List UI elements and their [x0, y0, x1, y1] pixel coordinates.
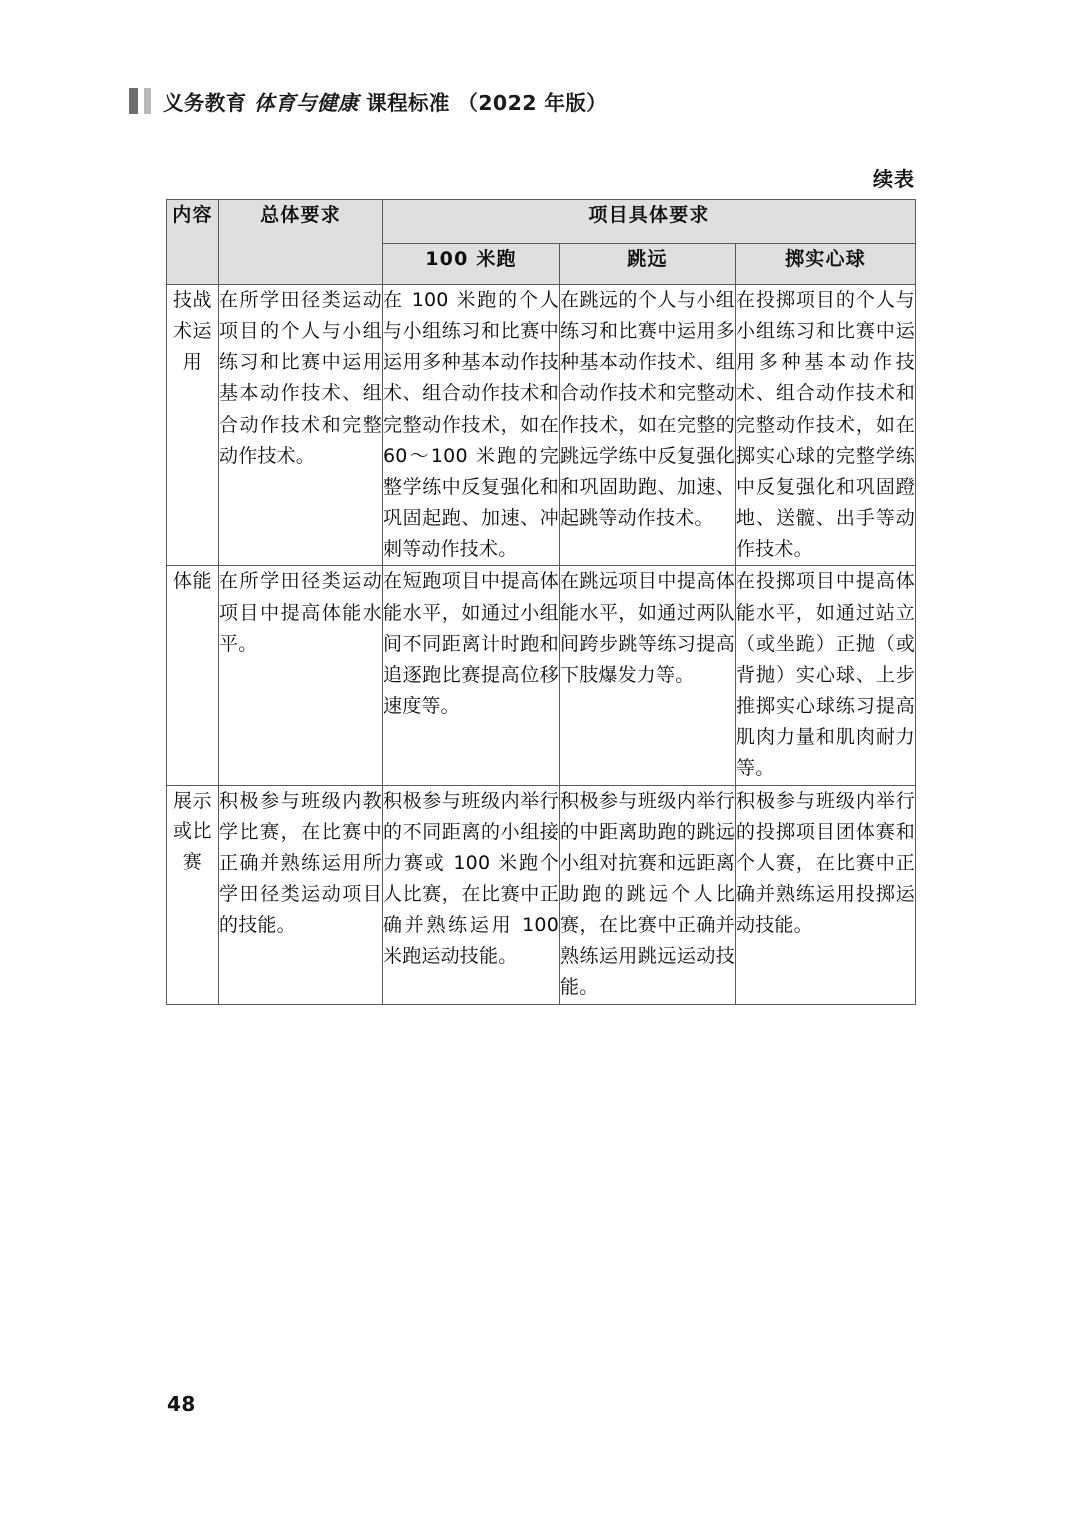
- row-label-fitness: 体能: [167, 566, 219, 785]
- cell-display-100m: 积极参与班级内举行的不同距离的小组接力赛或 100 米跑个人比赛，在比赛中正确并熟练运用 100 米跑运动技能。: [383, 785, 560, 1004]
- table-head: [167, 200, 916, 285]
- running-head-part4: （2022 年版）: [457, 91, 608, 115]
- cell-fitness-overall: 在所学田径类运动项目中提高体能水平。: [219, 566, 383, 785]
- header-overall: 总体要求: [219, 200, 383, 285]
- header-event-medicineball: 掷实心球: [736, 243, 916, 285]
- cell-fitness-longjump: 在跳远项目中提高体能水平，如通过两队间跨步跳等练习提高下肢爆发力等。: [560, 566, 736, 785]
- row-label-display: 展示或比赛: [167, 785, 219, 1004]
- head-marker-light-icon: [144, 88, 151, 114]
- cell-skills-medicineball: 在投掷项目的个人与小组练习和比赛中运用多种基本动作技术、组合动作技术和完整动作技术，如在掷实心球的完整学练中反复强化和巩固蹬地、送髋、出手等动作技术。: [736, 285, 916, 566]
- header-event-longjump: 跳远: [560, 243, 736, 285]
- cell-display-longjump: 积极参与班级内举行的中距离助跑的跳远小组对抗赛和远距离助跑的跳远个人比赛，在比赛中正确并熟练运用跳远运动技能。: [560, 785, 736, 1004]
- header-event-100m: 100 米跑: [383, 243, 560, 285]
- cell-fitness-100m: 在短跑项目中提高体能水平，如通过小组间不同距离计时跑和追逐跑比赛提高位移速度等。: [383, 566, 560, 785]
- table-row: [167, 566, 916, 785]
- header-group-events: 项目具体要求: [383, 200, 916, 244]
- running-head-text: [163, 86, 607, 116]
- header-row-top: [167, 200, 916, 244]
- cell-display-medicineball: 积极参与班级内举行的投掷项目团体赛和个人赛，在比赛中正确并熟练运用投掷运动技能。: [736, 785, 916, 1004]
- table-row: [167, 785, 916, 1004]
- running-head: [129, 86, 607, 116]
- running-head-part3: 课程标准: [366, 91, 450, 115]
- spec-table-wrapper: [166, 199, 915, 1005]
- cell-skills-overall: 在所学田径类运动项目的个人与小组练习和比赛中运用基本动作技术、组合动作技术和完整动作技术。: [219, 285, 383, 566]
- cell-display-overall: 积极参与班级内教学比赛，在比赛中正确并熟练运用所学田径类运动项目的技能。: [219, 785, 383, 1004]
- cell-fitness-medicineball: 在投掷项目中提高体能水平，如通过站立（或坐跪）正抛（或背抛）实心球、上步推掷实心球练习提高肌肉力量和肌肉耐力等。: [736, 566, 916, 785]
- spec-table: [166, 199, 916, 1005]
- cell-skills-100m: 在 100 米跑的个人与小组练习和比赛中运用多种基本动作技术、组合动作技术和完整动作技术，如在 60～100 米跑的完整学练中反复强化和巩固起跑、加速、冲刺等动作技术。: [383, 285, 560, 566]
- table-body: [167, 285, 916, 1005]
- continued-table-label: 续表: [873, 167, 915, 191]
- running-head-part2: 体育与健康: [254, 91, 359, 115]
- row-label-skills: 技战术运用: [167, 285, 219, 566]
- running-head-part1: 义务教育: [163, 91, 247, 115]
- cell-skills-longjump: 在跳远的个人与小组练习和比赛中运用多种基本动作技术、组合动作技术和完整动作技术，如在完整的跳远学练中反复强化和巩固助跑、加速、起跳等动作技术。: [560, 285, 736, 566]
- header-content: 内容: [167, 200, 219, 285]
- page-number: 48: [167, 1392, 196, 1416]
- head-marker-dark-icon: [129, 88, 138, 114]
- table-row: [167, 285, 916, 566]
